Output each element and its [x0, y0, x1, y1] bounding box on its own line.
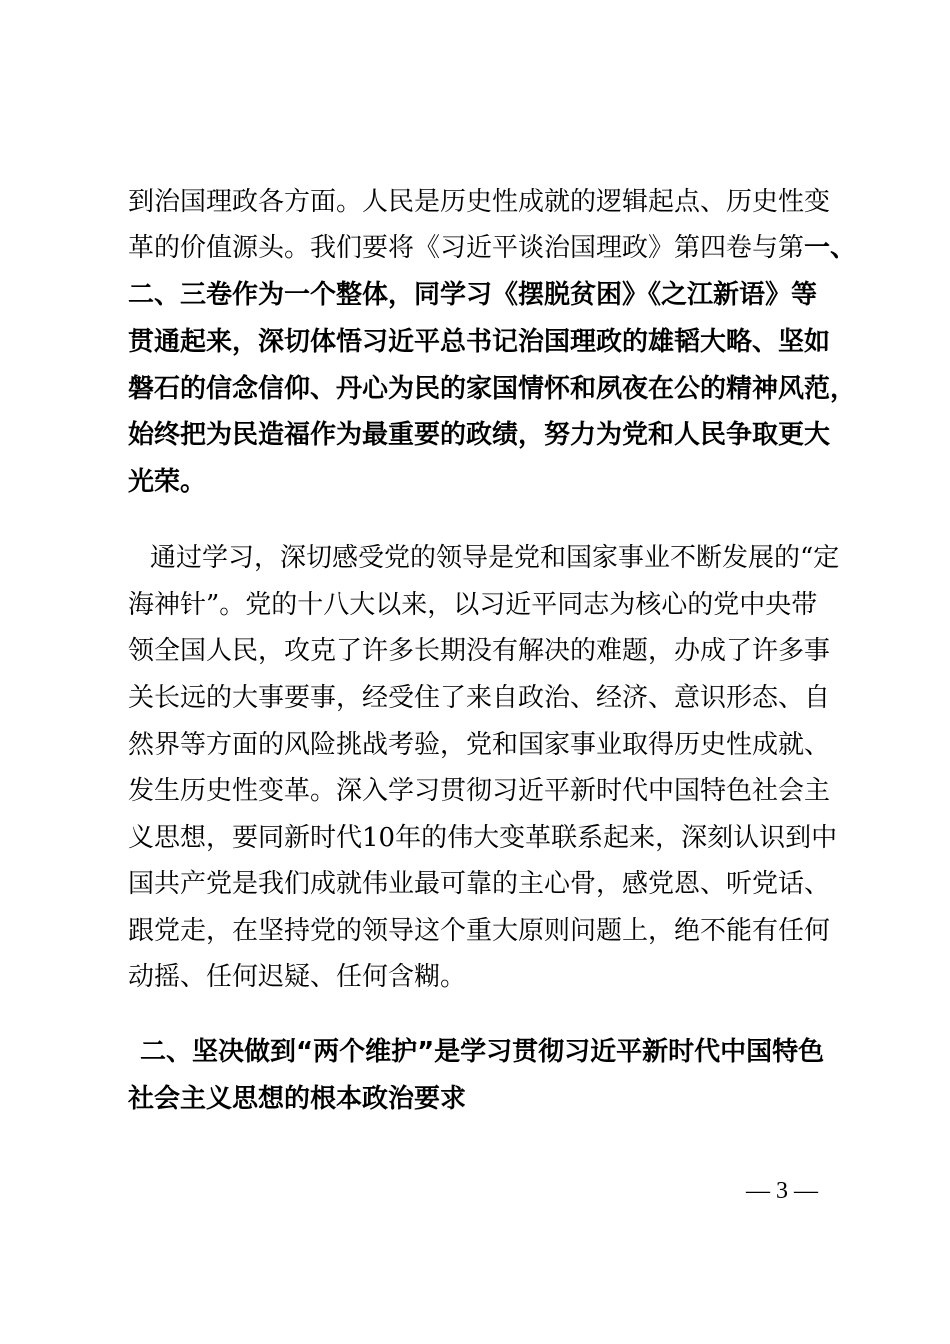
paragraph-line: 关长远的大事要事，经受住了来自政治、经济、意识形态、自 — [128, 683, 831, 713]
heading-line: 社会主义思想的根本政治要求 — [128, 1084, 467, 1114]
paragraph-line: 动摇、任何迟疑、任何含糊。 — [128, 962, 467, 992]
page-number: — 3 — — [746, 1178, 818, 1204]
paragraph-line: 领全国人民，攻克了许多长期没有解决的难题，办成了许多事 — [128, 636, 831, 666]
paragraph-line: 贯通起来，深切体悟习近平总书记治国理政的雄韬大略、坚如 — [128, 327, 831, 357]
paragraph-line: 始终把为民造福作为最重要的政绩，努力为党和人民争取更大 — [128, 420, 831, 450]
paragraph-line: 国共产党是我们成就伟业最可靠的主心骨，感党恩、听党话、 — [128, 869, 831, 899]
paragraph-line: 二、三卷作为一个整体，同学习《摆脱贫困》《之江新语》等 — [128, 280, 818, 310]
paragraph-line: 海神针”。党的十八大以来，以习近平同志为核心的党中央带 — [128, 590, 818, 620]
paragraph-line: 义思想，要同新时代10年的伟大变革联系起来，深刻认识到中 — [128, 823, 838, 853]
paragraph-line: 然界等方面的风险挑战考验，党和国家事业取得历史性成就、 — [128, 730, 831, 760]
paragraph-line: 磐石的信念信仰、丹心为民的家国情怀和夙夜在公的精神风范， — [128, 374, 857, 404]
paragraph-line: 光荣。 — [128, 467, 207, 497]
bold-text: 一、 — [804, 233, 857, 263]
paragraph-line: 跟党走，在坚持党的领导这个重大原则问题上，绝不能有任何 — [128, 916, 831, 946]
paragraph-line: 到治国理政各方面。人民是历史性成就的逻辑起点、历史性变 — [128, 187, 831, 217]
paragraph-line-text: 革的价值源头。我们要将《习近平谈治国理政》第四卷与第 — [128, 233, 805, 263]
heading-line: 二、坚决做到“两个维护”是学习贯彻习近平新时代中国特色 — [140, 1037, 825, 1067]
paragraph-line: 发生历史性变革。深入学习贯彻习近平新时代中国特色社会主 — [128, 776, 831, 806]
paragraph-line: 通过学习，深切感受党的领导是党和国家事业不断发展的“定 — [150, 543, 840, 573]
paragraph-line — [128, 232, 856, 264]
